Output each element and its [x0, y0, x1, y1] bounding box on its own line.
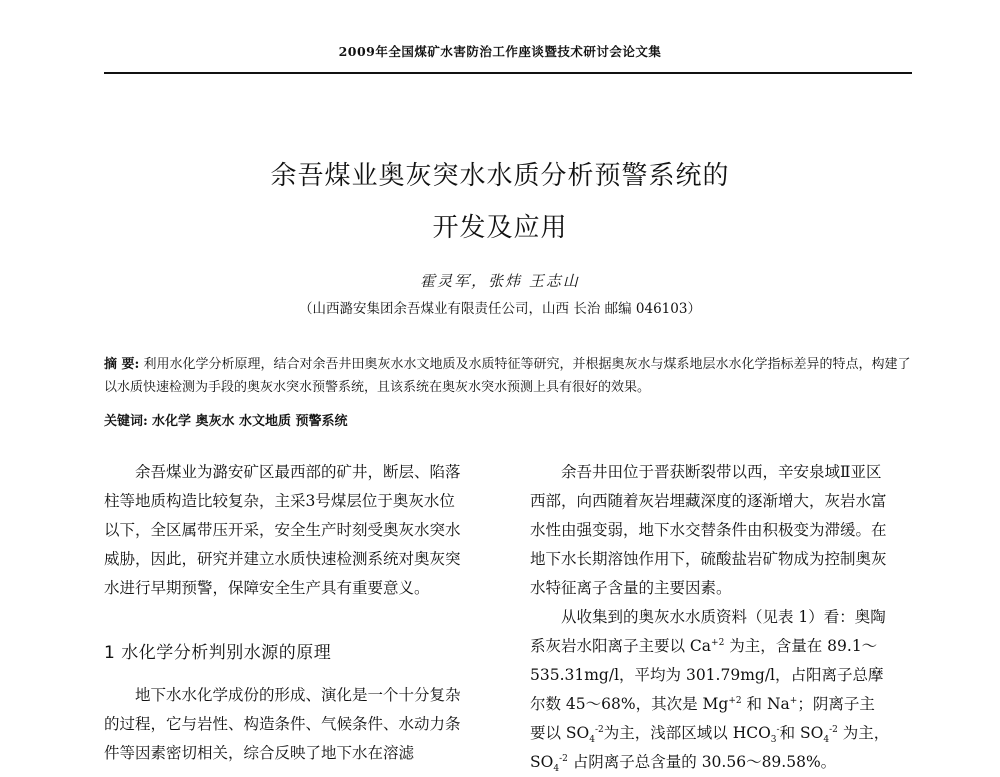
abstract: [104, 353, 914, 399]
text-run: 为主，含量在 89.1～535.31mg/l，平均为 301.79mg/l，占阳离子总摩尔数 45～68%，其次是 Mg: [530, 637, 884, 713]
so4-subscript: 4: [823, 735, 830, 746]
so4-charge: -2: [595, 724, 604, 735]
hco3-charge: -: [776, 724, 780, 735]
section-paragraph: 地下水水化学成份的形成、演化是一个十分复杂的过程，它与岩性、构造条件、气候条件、水动力条件等因素密切相关，综合反映了地下水在溶滤: [104, 686, 461, 762]
text-run: 为主，SO: [530, 724, 890, 771]
text-run: ；阴离子主要以 SO: [530, 695, 875, 742]
intro-paragraph: 余吾煤业为潞安矿区最西部的矿井，断层、陷落柱等地质构造比较复杂，主采3号煤层位于奥灰水位以下，全区属带压开采，安全生产时刻受奥灰水突水威胁，因此，研究并建立水质快速检测系统对奥灰突水进行早期预警，保障安全生产具有重要意义。: [104, 463, 461, 597]
text-run: 从收集到的奥灰水水质资料（见表 1）看：奥陶系灰岩水阳离子主要以 Ca: [530, 608, 886, 655]
right-paragraph-2: [530, 603, 890, 777]
authors: 霍灵军，张炜 王志山: [420, 272, 580, 290]
section-heading: 1 水化学分析判别水源的原理: [104, 643, 332, 663]
text-run: 为主，浅部区域以 HCO: [603, 724, 771, 742]
abstract-text: 利用水化学分析原理，结合对余吾井田奥灰水水文地质及水质特征等研究，并根据奥灰水与煤系地层水水化学指标差异的特点，构建了以水质快速检测为手段的奥灰水突水预警系统，且该系统在奥灰水突水预测上具有很好的效果。: [104, 357, 911, 395]
text-run: 占阴离子总含量的 30.56～89.58%。: [567, 753, 837, 771]
keywords-text: 水化学 奥灰水 水文地质 预警系统: [151, 414, 348, 429]
right-column: [530, 458, 890, 777]
paper-title-line1: 余吾煤业奥灰突水水质分析预警系统的: [270, 161, 730, 191]
abstract-label: 摘 要:: [104, 357, 140, 372]
mg-charge: +2: [728, 695, 742, 706]
left-column: [104, 458, 464, 603]
ca-charge: +2: [711, 637, 725, 648]
text-run: 和 Na: [741, 695, 790, 713]
keywords: [104, 410, 348, 429]
text-run: 和 SO: [779, 724, 824, 742]
affiliation: （山西潞安集团余吾煤业有限责任公司，山西 长治 邮编 046103）: [299, 301, 701, 317]
na-charge: +: [789, 695, 798, 706]
running-header: 2009年全国煤矿水害防治工作座谈暨技术研讨会论文集: [338, 44, 662, 59]
right-paragraph-1: 余吾井田位于晋获断裂带以西，辛安泉域Ⅱ亚区西部，向西随着灰岩埋藏深度的逐渐增大，灰岩水富水性由强变弱，地下水交替条件由积极变为滞缓。在地下水长期溶蚀作用下，硫酸盐岩矿物成为控制奥灰水特征离子含量的主要因素。: [530, 463, 887, 597]
paper-title-line2: 开发及应用: [432, 213, 568, 243]
keywords-label: 关键词:: [104, 414, 148, 429]
so4-subscript: 4: [553, 764, 560, 775]
hco3-subscript: 3: [770, 735, 777, 746]
header-rule: [104, 72, 912, 74]
left-column-continued: [104, 681, 464, 768]
so4-subscript: 4: [589, 735, 595, 746]
so4-charge: -2: [559, 753, 568, 764]
so4-charge: -2: [829, 724, 838, 735]
